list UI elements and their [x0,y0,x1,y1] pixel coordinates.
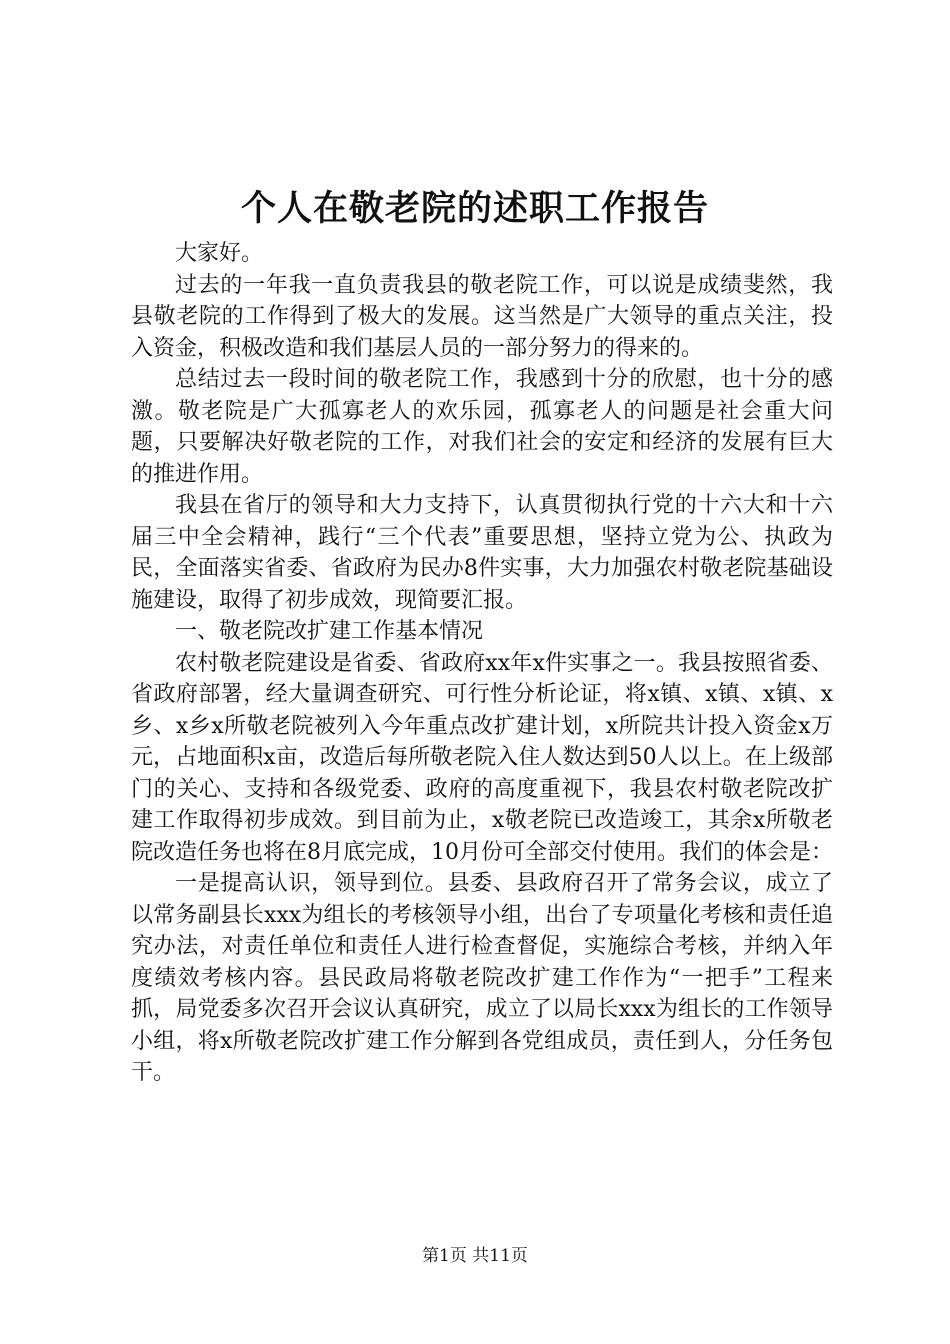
section-heading: 一、敬老院改扩建工作基本情况 [175,619,484,644]
document-body [131,238,833,1089]
page-number: 第1页 共11页 [422,1246,528,1266]
document-title: 个人在敬老院的述职工作报告 [240,188,709,229]
paragraph-background: 我县在省厅的领导和大力支持下，认真贯彻执行党的十六大和十六届三中全会精神，践行“三个代表”重要思想，坚持立党为公、执政为民，全面落实省委、省政府为民办8件实事，大力加强农村敬老院基础设施建设，取得了初步成效，现简要汇报。 [131,493,833,613]
paragraph-summary: 总结过去一段时间的敬老院工作，我感到十分的欣慰，也十分的感激。敬老院是广大孤寡老人的欢乐园，孤寡老人的问题是社会重大问题，只要解决好敬老院的工作，对我们社会的安定和经济的发展有巨大的推进作用。 [131,367,833,487]
paragraph-construction: 农村敬老院建设是省委、省政府xx年x件实事之一。我县按照省委、省政府部署，经大量调查研究、可行性分析论证，将x镇、x镇、x镇、x乡、x乡x所敬老院被列入今年重点改扩建计划，x所院共计投入资金x万元，占地面积x亩，改造后每所敬老院入住人数达到50人以上。在上级部门的关心、支持和各级党委、政府的高度重视下，我县农村敬老院改扩建工作取得初步成效。到目前为止，x敬老院已改造竣工，其余x所敬老院改造任务也将在8月底完成，10月份可全部交付使用。我们的体会是： [131,650,833,865]
paragraph-greeting: 大家好。 [175,241,264,266]
paragraph-intro: 过去的一年我一直负责我县的敬老院工作，可以说是成绩斐然，我县敬老院的工作得到了极大的发展。这当然是广大领导的重点关注，投入资金，积极改造和我们基层人员的一部分努力的得来的。 [131,272,833,361]
paragraph-leadership: 一是提高认识，领导到位。县委、县政府召开了常务会议，成立了以常务副县长xxx为组长的考核领导小组，出台了专项量化考核和责任追究办法，对责任单位和责任人进行检查督促，实施综合考核，并纳入年度绩效考核内容。县民政局将敬老院改扩建工作作为“一把手”工程来抓，局党委多次召开会议认真研究，成立了以局长xxx为组长的工作领导小组，将x所敬老院改扩建工作分解到各党组成员，责任到人，分任务包干。 [131,871,833,1085]
